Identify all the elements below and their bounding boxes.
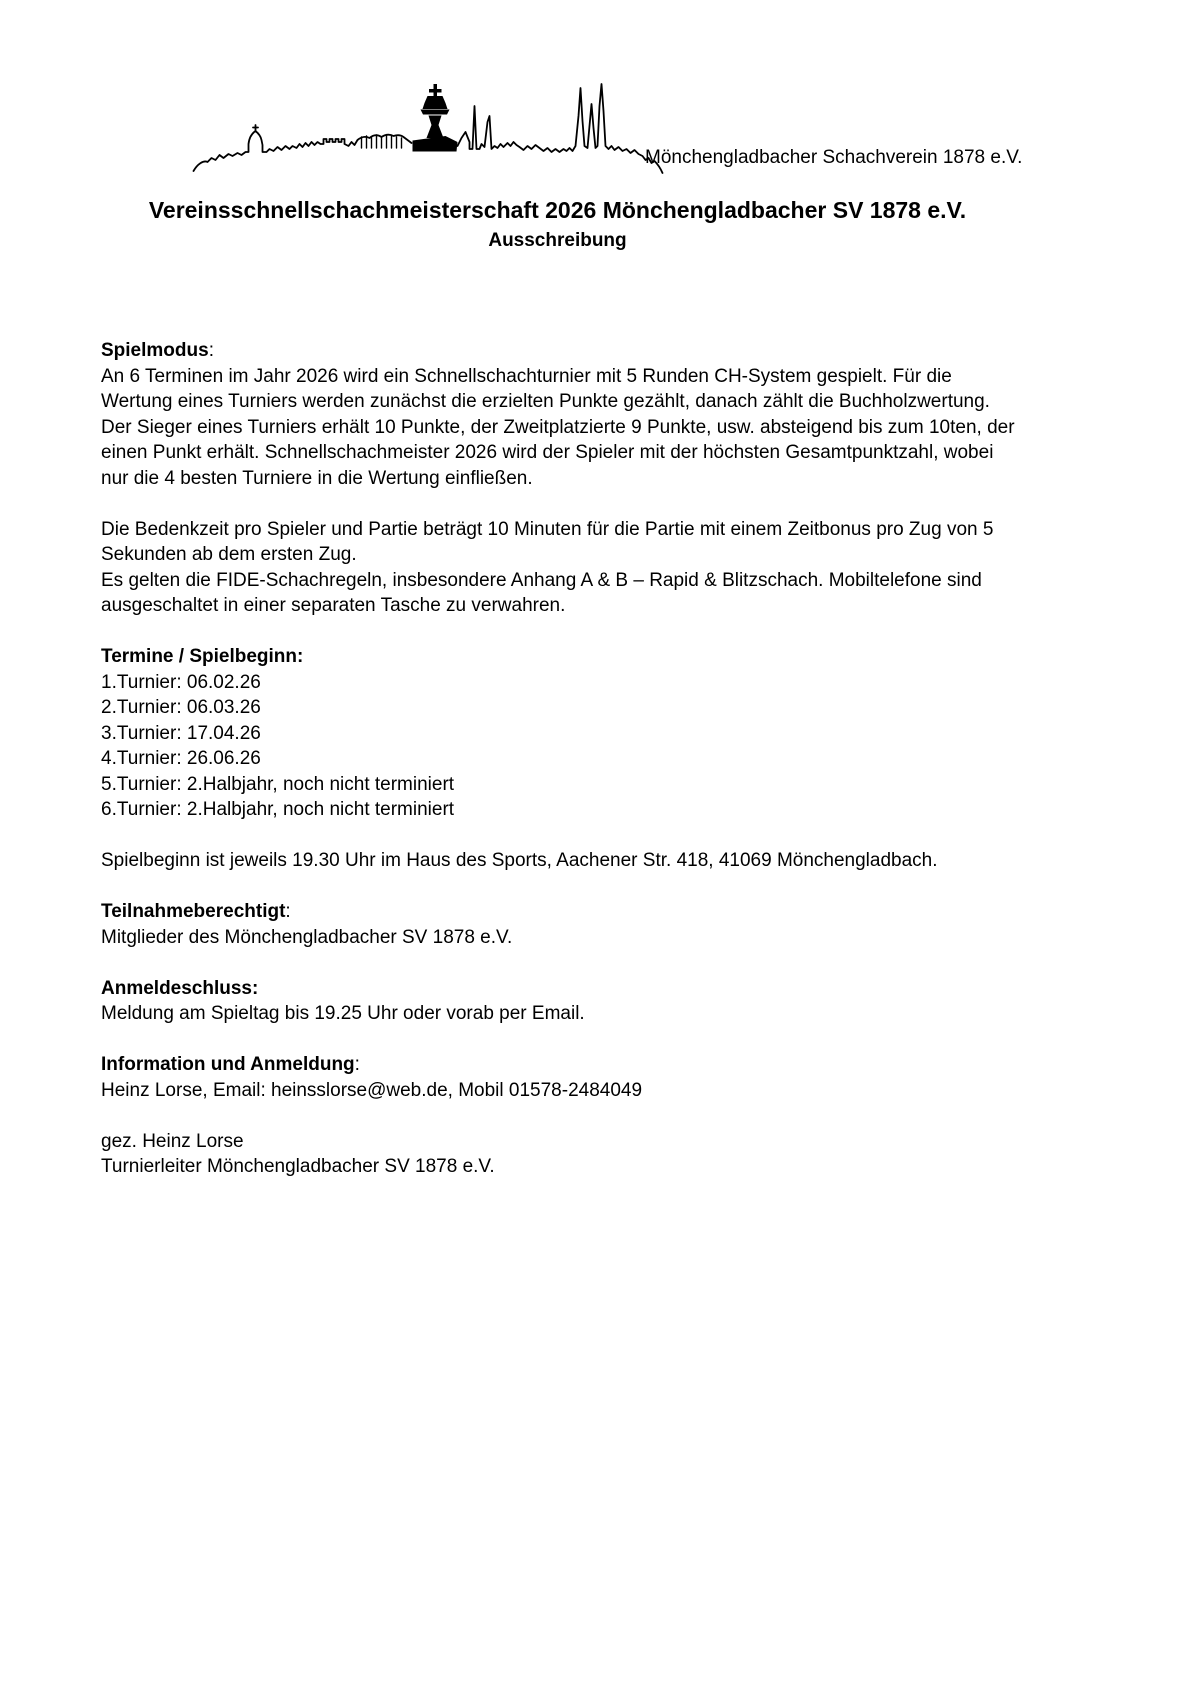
title-block — [100, 196, 1015, 254]
section-heading-label: Spielmodus — [101, 340, 209, 361]
skyline-chess-king-icon — [183, 76, 688, 176]
paragraph-line: Der Sieger eines Turniers erhält 10 Punkte, der Zweitplatzierte 9 Punkte, usw. absteigend bis zum 10ten, der — [101, 416, 1015, 438]
paragraph-line: Wertung eines Turniers werden zunächst die erzielten Punkte gezählt, danach zählt die Buchholzwertung. — [101, 391, 990, 412]
paragraph-line: Es gelten die FIDE-Schachregeln, insbesondere Anhang A & B – Rapid & Blitzschach. Mobiltelefone sind — [101, 569, 982, 591]
paragraph-line: Spielbeginn ist jeweils 19.30 Uhr im Haus des Sports, Aachener Str. 418, 41069 Mönchengladbach. — [101, 850, 938, 871]
section-heading-label: Termine / Spielbeginn: — [101, 646, 304, 667]
document-body — [101, 338, 1101, 1180]
signature-name: gez. Heinz Lorse — [101, 1130, 244, 1152]
document-subtitle: Ausschreibung — [488, 230, 627, 251]
tournament-date-item: 2.Turnier: 06.03.26 — [101, 697, 261, 718]
section-teilnahmeberechtigt — [101, 899, 1101, 950]
section-heading — [101, 1052, 1101, 1078]
section-information — [101, 1052, 1101, 1103]
paragraph-line: einen Punkt erhält. Schnellschachmeister 2026 wird der Spieler mit der höchsten Gesamtpunktzahl, wobei — [101, 442, 994, 463]
paragraph-line: ausgeschaltet in einer separaten Tasche zu verwahren. — [101, 595, 566, 616]
paragraph-line: Meldung am Spieltag bis 19.25 Uhr oder vorab per Email. — [101, 1003, 585, 1024]
signature-block — [101, 1129, 1101, 1180]
section-anmeldeschluss — [101, 976, 1101, 1027]
section-heading — [101, 899, 1101, 925]
section-heading-suffix: : — [285, 901, 291, 922]
section-termine — [101, 644, 1101, 823]
section-heading — [101, 338, 1101, 364]
section-bedenkzeit — [101, 517, 1101, 619]
club-name: Mönchengladbacher Schachverein 1878 e.V. — [645, 147, 1023, 168]
section-heading-label: Anmeldeschluss: — [101, 977, 259, 999]
paragraph-line: Mitglieder des Mönchengladbacher SV 1878 e.V. — [101, 926, 513, 948]
paragraph-line: An 6 Terminen im Jahr 2026 wird ein Schnellschachturnier mit 5 Runden CH-System gespielt. Für die — [101, 365, 952, 387]
venue-note — [101, 848, 1101, 874]
document-title: Vereinsschnellschachmeisterschaft 2026 Mönchengladbacher SV 1878 e.V. — [148, 197, 967, 223]
chess-king-icon — [413, 84, 458, 152]
section-heading — [101, 644, 1101, 670]
paragraph-line: Die Bedenkzeit pro Spieler und Partie beträgt 10 Minuten für die Partie mit einem Zeitbonus pro Zug von 5 — [101, 518, 994, 540]
tournament-date-item: 5.Turnier: 2.Halbjahr, noch nicht terminiert — [101, 773, 455, 795]
paragraph-line: Sekunden ab dem ersten Zug. — [101, 544, 357, 565]
section-heading-label: Information und Anmeldung — [101, 1054, 355, 1075]
section-heading-suffix: : — [208, 340, 214, 361]
section-heading-label: Teilnahmeberechtigt — [101, 901, 286, 922]
tournament-date-item: 3.Turnier: 17.04.26 — [101, 722, 261, 744]
signature-role: Turnierleiter Mönchengladbacher SV 1878 e.V. — [101, 1156, 495, 1177]
section-heading-suffix: : — [354, 1054, 360, 1075]
paragraph-line: nur die 4 besten Turniere in die Wertung einfließen. — [101, 467, 533, 489]
contact-line: Heinz Lorse, Email: heinsslorse@web.de, Mobil 01578-2484049 — [101, 1079, 643, 1101]
section-spielmodus — [101, 338, 1101, 491]
tournament-date-item: 4.Turnier: 26.06.26 — [101, 748, 261, 769]
club-logo — [183, 76, 688, 176]
tournament-date-item: 1.Turnier: 06.02.26 — [101, 671, 261, 693]
tournament-date-item: 6.Turnier: 2.Halbjahr, noch nicht terminiert — [101, 799, 455, 820]
section-heading — [101, 976, 1101, 1002]
